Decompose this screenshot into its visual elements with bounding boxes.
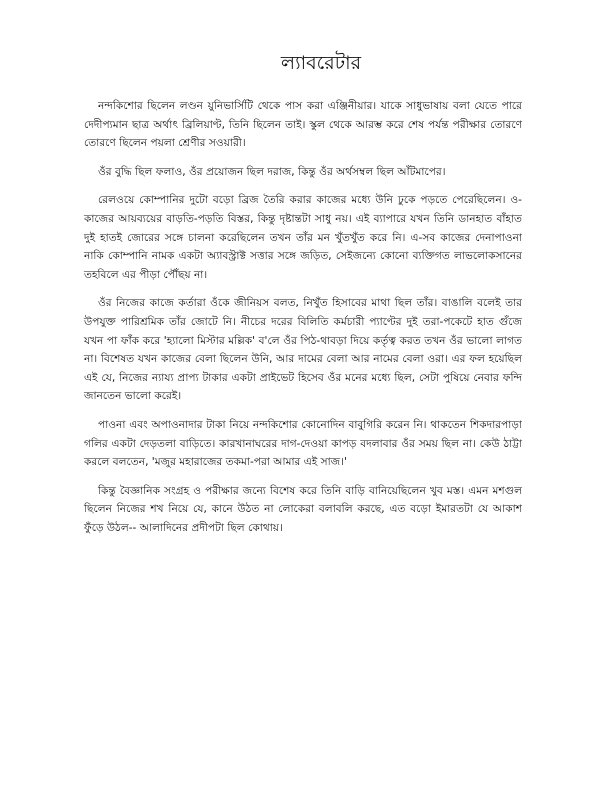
body-text <box>84 97 522 547</box>
paragraph-1: নন্দকিশোর ছিলেন লণ্ডন য়ুনিভার্সিটি থেকে পাস করা এঞ্জিনীয়ার। যাকে সাধুভাষায় বলা যেতে পারে দেদীপ্যমান ছাত্র অর্থাৎ ব্রিলিয়াণ্ট, তিনি ছিলেন তাই। স্কুল থেকে আরম্ভ করে শেষ পর্যন্ত পরীক্ষার তোরণে তোরণে ছিলেন পয়লা শ্রেণীর সওয়ারী। <box>84 100 522 150</box>
page-title: ল্যাবরেটার <box>280 52 362 74</box>
paragraph-2: ওঁর বুদ্ধি ছিল ফলাও, ওঁর প্রয়োজন ছিল দরাজ, কিন্তু ওঁর অর্থসম্বল ছিল আঁটমাপের। <box>98 165 446 178</box>
paragraph-5: পাওনা এবং অপাওনাদার টাকা নিয়ে নন্দকিশোর কোনোদিন বাবুগিরি করেন নি। থাকতেন শিকদারপাড়া গলির একটা দেড়তলা বাড়িতে। কারখানাঘরের দাগ-দেওয়া কাপড় বদলাবার ওঁর সময় ছিল না। কেউ ঠাট্টা করলে বলতেন, 'মজুর মহারাজের তকমা-পরা আমার এই সাজ।' <box>84 418 522 469</box>
paragraph-3: রেলওয়ে কোম্পানির দুটো বড়ো ব্রিজ তৈরি করার কাজের মধ্যে উনি ঢুকে পড়তে পেরেছিলেন। ও-কাজের আয়ব্যয়ের বাড়তি-পড়তি বিস্তর, কিন্তু দৃষ্টান্তটা সাধু নয়। এই ব্যাপারে যখন তিনি ডানহাত বাঁহাত দুই হাতই জোরের সঙ্গে চালনা করেছিলেন তখন তাঁর মন খুঁতখুঁত করে নি। এ-সব কাজের দেনাপাওনা নাকি কোম্পানি নামক একটা অ্যাবস্ট্রাক্ট সত্তার সঙ্গে জড়িত, সেইজন্যে কোনো ব্যক্তিগত লাভলোকসানের তহবিলে এর পীড়া পৌঁছয় না। <box>84 194 522 281</box>
paragraph-4: ওঁর নিজের কাজে কর্তারা ওঁকে জীনিয়স বলত, নিখুঁত হিসাবের মাথা ছিল তাঁর। বাঙালি বলেই তার উপযুক্ত পারিশ্রমিক তাঁর জোটে নি। নীচের দরের বিলিতি কর্মচারী প্যাণ্টের দুই তরা-পকেটে হাত গুঁজে যখন পা ফাঁক করে 'হ্যালো মিস্টার মল্লিক' ব'লে ওঁর পিঠ-থাবড়া দিয়ে কর্তৃত্ব করত তখন ওঁর ভালো লাগত না। বিশেষত যখন কাজের বেলা ছিলেন উনি, আর দামের বেলা আর নামের বেলা ওরা। এর ফল হয়েছিল এই যে, নিজের ন্যায্য প্রাপ্য টাকার একটা প্রাইভেট হিসেব ওঁর মনের মধ্যে ছিল, সেটা পুষিয়ে নেবার ফন্দি জানতেন ভালো করেই। <box>84 297 522 403</box>
paragraph-6: কিন্তু বৈজ্ঞানিক সংগ্রহ ও পরীক্ষার জন্যে বিশেষ করে তিনি বাড়ি বানিয়েছিলেন খুব মস্ত। এমন মশগুল ছিলেন নিজের শখ নিয়ে যে, কানে উঠত না লোকেরা বলাবলি করছে, এত বড়ো ইমারতটা যে আকাশ ফুঁড়ে উঠল-- আলাদিনের প্রদীপটা ছিল কোথায়। <box>84 484 522 534</box>
